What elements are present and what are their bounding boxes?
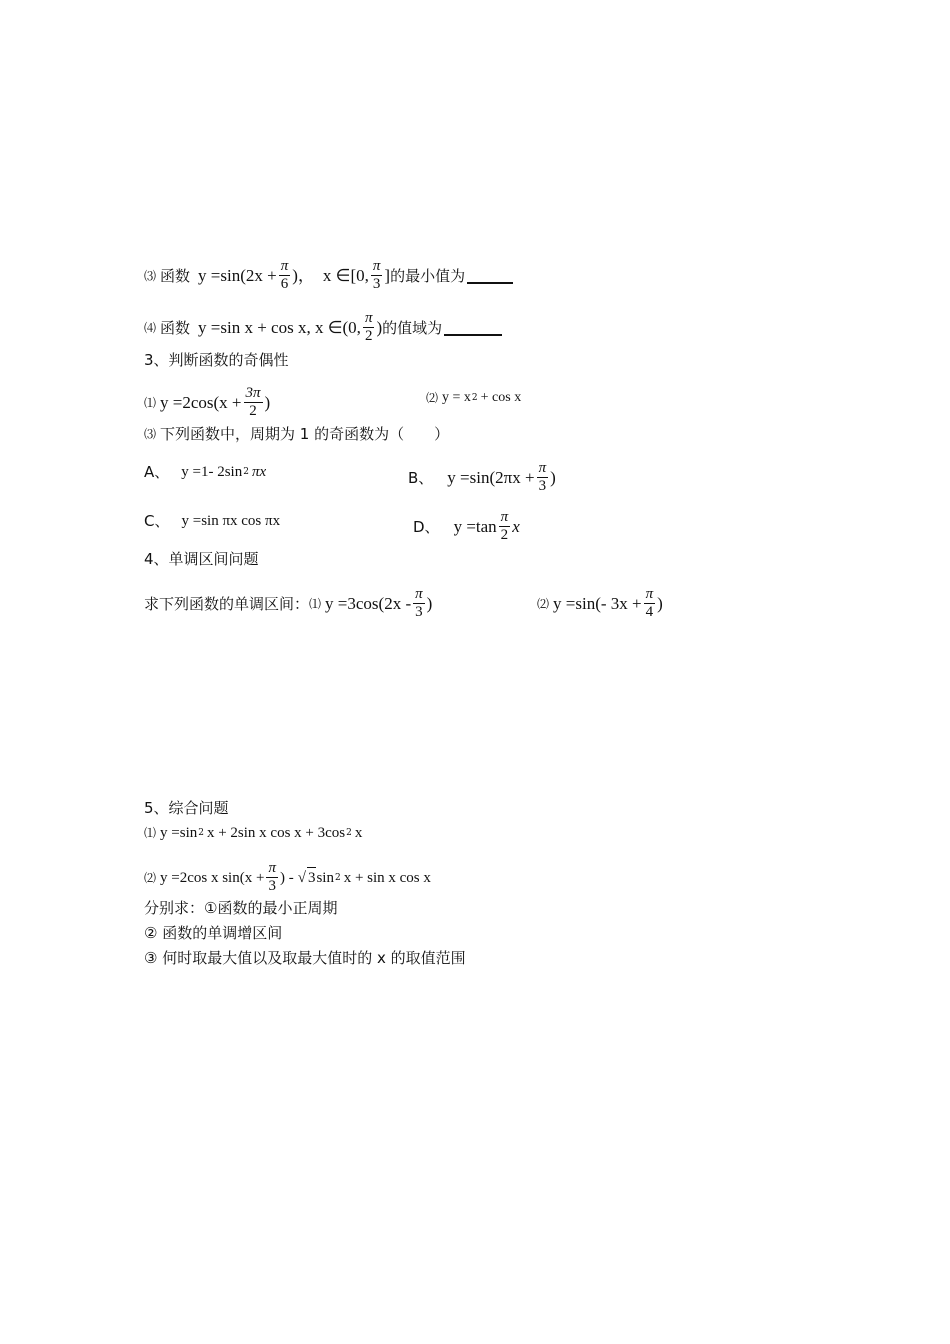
fraction: $\frac{\pi}{3}$: [415, 586, 423, 620]
formula: ): [264, 392, 271, 412]
section-3-problem-3: [144, 424, 449, 444]
section-5-problem-1: [144, 823, 362, 843]
fraction: $\frac{\pi}{3}$: [538, 460, 547, 494]
item-number: ⑴: [144, 826, 157, 840]
item-number: ⑵: [144, 870, 157, 885]
exponent: 2: [346, 828, 352, 838]
option-b[interactable]: [408, 460, 556, 495]
sqrt-radicand: 3: [307, 867, 317, 888]
section-3-heading: 3、判断函数的奇偶性: [144, 351, 289, 369]
section-4-heading: 4、单调区间问题: [144, 550, 259, 568]
fraction: $\frac{\pi}{2}$: [364, 310, 373, 344]
formula: πx: [251, 464, 267, 480]
formula: ) -: [279, 869, 294, 886]
question-text: 求下列函数的单调区间：: [144, 594, 310, 613]
section-4-problem-2: [537, 586, 663, 621]
item-number: ⑶: [144, 427, 157, 441]
formula: sin: [316, 869, 334, 886]
formula: y =tan: [453, 516, 497, 536]
section-5-heading: 5、综合问题: [144, 799, 229, 817]
item-4-range: [144, 310, 502, 345]
item-3-min-value: [144, 258, 513, 293]
exponent: 2: [243, 467, 249, 477]
formula: ): [426, 593, 433, 613]
formula: y =2cos(x +: [160, 392, 242, 412]
exponent: 2: [198, 828, 204, 838]
section-5-problem-2: [144, 860, 431, 895]
formula: x + sin x cos x: [343, 869, 431, 886]
option-label: C、: [144, 512, 170, 530]
item-number: ⑵: [426, 391, 439, 405]
formula: y = x: [442, 390, 471, 405]
question-text: 下列函数中，周期为 1 的奇函数为（ ）: [160, 425, 450, 443]
formula: ): [657, 593, 663, 613]
item-number: ⑴: [309, 596, 322, 611]
option-d[interactable]: [413, 509, 520, 544]
exponent: 2: [471, 393, 478, 403]
item-text: 的值域为: [382, 318, 443, 337]
option-c[interactable]: [144, 511, 280, 531]
section-5-ask-2: ② 函数的单调增区间: [144, 924, 283, 942]
formula: + cos x: [480, 390, 522, 405]
formula: ]: [384, 265, 391, 285]
section-5-ask-1: 分别求：①函数的最小正周期: [144, 899, 338, 917]
formula: ): [376, 317, 383, 337]
formula: y =sin πx cos πx: [181, 513, 281, 529]
formula: ): [550, 467, 556, 487]
formula: x: [354, 825, 363, 841]
exponent: 2: [334, 872, 341, 883]
answer-blank[interactable]: [467, 268, 513, 284]
formula: y =sin(- 3x +: [553, 593, 642, 613]
answer-blank[interactable]: [444, 320, 502, 336]
fraction: $\frac{3\pi}{2}$: [245, 385, 261, 419]
option-label: D、: [413, 517, 440, 536]
sqrt-sign: √: [297, 869, 306, 886]
formula: )，: [292, 265, 315, 285]
fraction: $\frac{\pi}{3}$: [268, 860, 276, 894]
formula: y =2cos x sin(x +: [160, 869, 265, 886]
section-3-problem-1: [144, 385, 270, 420]
fraction: $\frac{\pi}{2}$: [500, 509, 509, 543]
section-3-problem-2: [426, 388, 521, 408]
formula: y =sin x + cos x, x ∈(0,: [198, 317, 361, 337]
item-text: 的最小值为: [390, 266, 466, 285]
fraction: $\frac{\pi}{3}$: [372, 258, 381, 292]
item-text: 函数: [160, 266, 191, 285]
formula: y =3cos(2x -: [325, 593, 412, 613]
domain-formula: x ∈[0,: [322, 265, 369, 285]
formula: x + 2sin x cos x + 3cos: [206, 825, 346, 841]
formula: y =sin(2x +: [198, 265, 277, 285]
item-number: ⑷: [144, 320, 157, 335]
option-a[interactable]: [144, 462, 266, 482]
item-number: ⑴: [144, 395, 157, 410]
option-label: B、: [408, 468, 434, 487]
item-number: ⑶: [144, 268, 157, 283]
formula: y =sin(2πx +: [447, 467, 535, 487]
section-4-problems: [144, 586, 432, 621]
item-number: ⑵: [537, 596, 550, 611]
fraction: $\frac{\pi}{4}$: [645, 586, 654, 620]
section-5-ask-3: ③ 何时取最大值以及取最大值时的 x 的取值范围: [144, 949, 466, 967]
option-label: A、: [144, 463, 170, 481]
formula: x: [512, 516, 520, 536]
fraction: $\frac{\pi}{6}$: [280, 258, 289, 292]
formula: y =sin: [160, 825, 198, 841]
formula: y =1- 2sin: [181, 464, 243, 480]
item-text: 函数: [160, 318, 191, 337]
